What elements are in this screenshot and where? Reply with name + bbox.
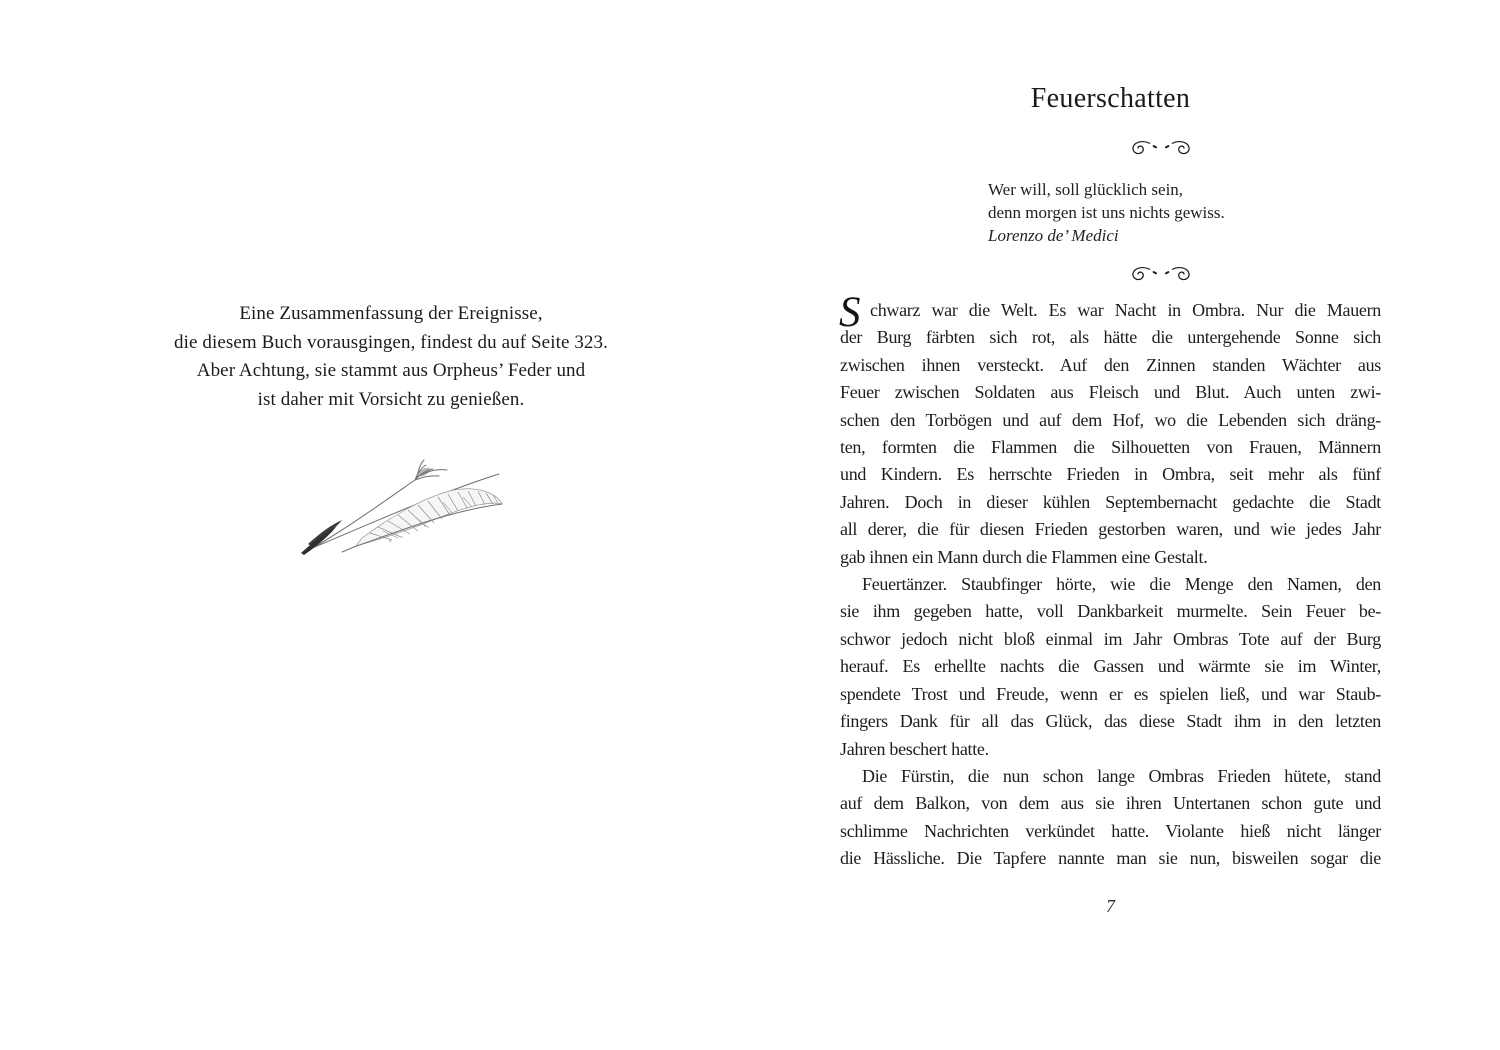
body-line: Jahren. Doch in dieser kühlen Septembernacht gedachte die Stadt [840,491,1381,512]
epigraph-quote [988,178,1388,224]
body-line: schwor jedoch nicht bloß einmal im Jahr Ombras Tote auf der Burg [840,628,1381,649]
feather-illustration [298,445,510,557]
text-line: ist daher mit Vorsicht zu genießen. [257,388,525,410]
body-line: schlimme Nachrichten verkündet hatte. Violante hieß nicht länger [840,820,1381,841]
body-line: und Kindern. Es herrschte Frieden in Ombra, seit mehr als fünf [840,464,1381,485]
body-line: der Burg färbten sich rot, als hätte die untergehende Sonne sich [840,327,1381,348]
text-line: Eine Zusammenfassung der Ereignisse, [239,303,543,324]
body-line: ten, formten die Flammen die Silhouetten von Frauen, Männern [840,437,1381,458]
right-page [750,0,1500,1050]
epigraph [988,178,1388,247]
body-line: S chwarz war die Welt. Es war Nacht in Ombra. Nur die Mauern [839,289,1381,336]
body-line: zwischen ihnen versteckt. Auf den Zinnen standen Wächter aus [840,354,1381,375]
text-line: Wer will, soll glücklich sein, [988,180,1184,199]
chapter-title: Feuerschatten [1030,83,1191,114]
body-line: Feuer zwischen Soldaten aus Fleisch und Blut. Auch unten zwi- [840,382,1381,403]
body-line: die Hässliche. Die Tapfere nannte man sie nun, bisweilen sogar die [840,848,1381,869]
body-line: auf dem Balkon, von dem aus sie ihren Untertanen schon gute und [840,793,1381,814]
body-line: schen den Torbögen und auf dem Hof, wo die Lebenden sich dräng- [840,409,1381,430]
publisher-note [60,300,722,414]
body-line: Jahren beschert hatte. [840,738,989,759]
body-line: spendete Trost und Freude, wenn er es spielen ließ, und war Staub- [840,683,1381,704]
epigraph-attribution: Lorenzo de’ Medici [988,226,1119,245]
body-line: gab ihnen ein Mann durch die Flammen eine Gestalt. [840,546,1208,567]
body-line: herauf. Es erhellte nachts die Gassen und wärmte sie im Winter, [840,656,1381,677]
text-line: die diesem Buch vorausgingen, findest du auf Seite 323. [174,331,608,353]
scroll-flourish-icon [1129,265,1193,282]
body-line: Die Fürstin, die nun schon lange Ombras Frieden hütete, stand [862,765,1381,786]
body-line: fingers Dank für all das Glück, das diese Stadt ihm in den letzten [840,711,1381,732]
text-line: denn morgen ist uns nichts gewiss. [988,203,1225,222]
body-line: sie ihm gegeben hatte, voll Dankbarkeit murmelte. Sein Feuer be- [840,601,1381,622]
body-line: Feuertänzer. Staubfinger hörte, wie die Menge den Namen, den [862,574,1381,595]
text-line: Aber Achtung, sie stammt aus Orpheus’ Feder und [196,360,586,381]
body-text [839,289,1381,873]
swash-initial: S [839,289,861,336]
body-line: all derer, die für diesen Frieden gestorben waren, und wie jedes Jahr [840,519,1381,540]
page-number: 7 [1106,896,1115,916]
scroll-flourish-icon [1129,139,1193,156]
